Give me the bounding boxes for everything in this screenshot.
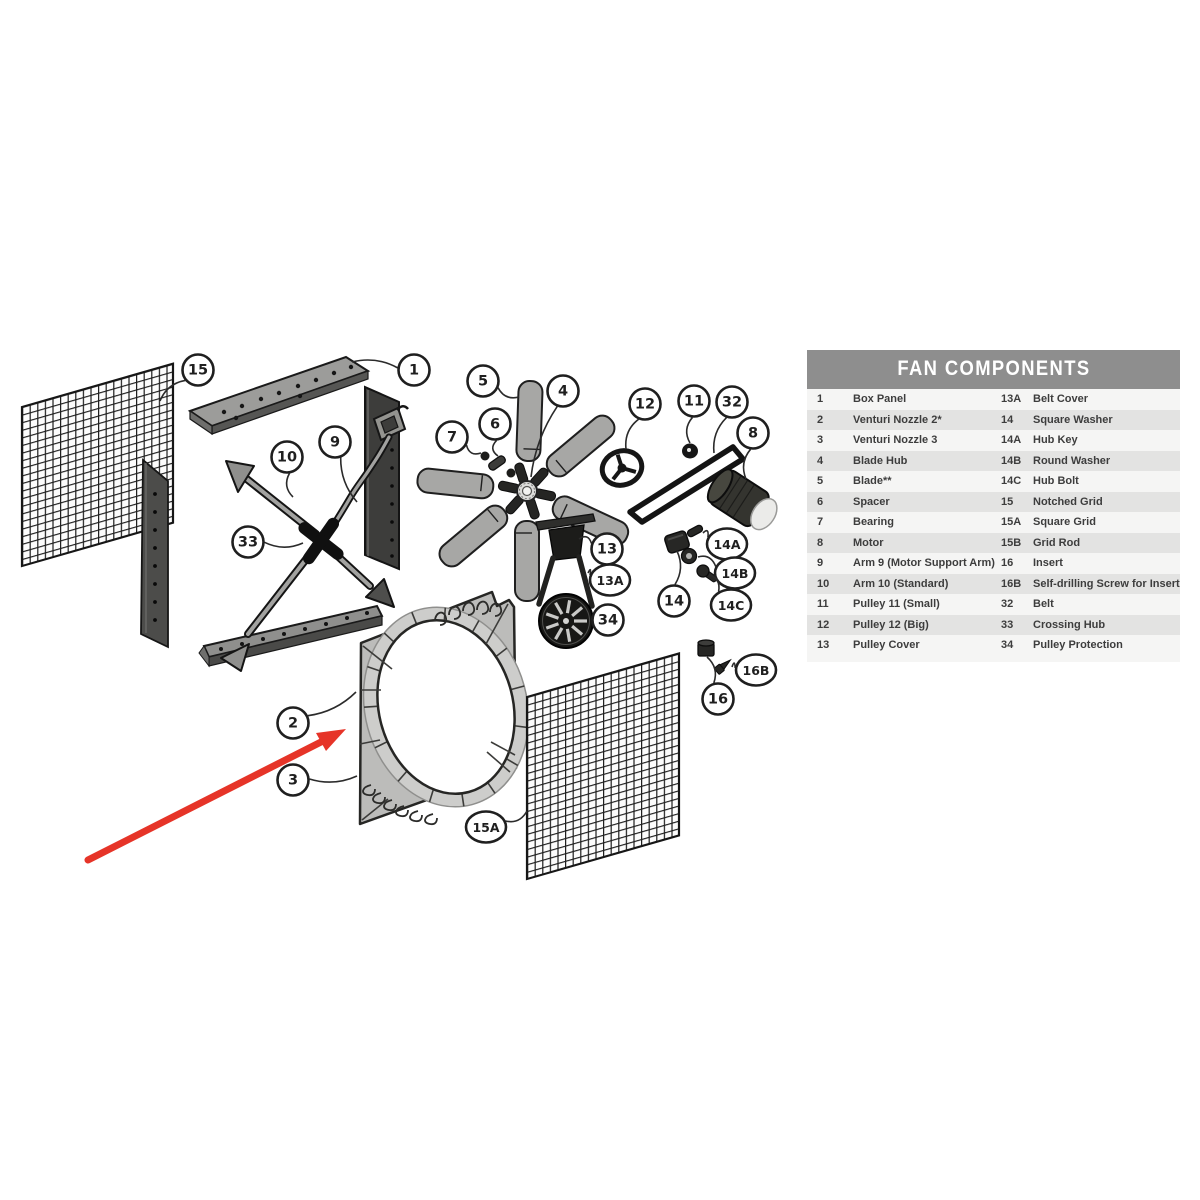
part-name: Hub Bolt — [1033, 475, 1079, 488]
callout-number: 13A — [596, 573, 624, 588]
part-number: 15A — [1001, 516, 1022, 529]
callout-7 — [437, 422, 482, 454]
table-row — [807, 451, 1180, 472]
part-number: 14B — [1001, 454, 1022, 467]
round-washer-14B — [682, 549, 697, 564]
table-title: FAN COMPONENTS — [896, 357, 1091, 381]
part-number: 32 — [1001, 598, 1014, 611]
callout-number: 14A — [713, 537, 741, 552]
box-panel-top-1 — [187, 357, 368, 434]
side-panel-left — [141, 460, 168, 647]
part-number: 2 — [817, 413, 824, 426]
table-row — [807, 492, 1180, 513]
callout-leader-line — [744, 449, 751, 479]
part-number: 5 — [817, 475, 824, 488]
callout-2 — [278, 692, 357, 739]
callout-leader-line — [308, 692, 356, 716]
callout-16B — [732, 655, 776, 686]
blade-hub-4 — [498, 462, 557, 520]
table-footer-strip — [807, 656, 1180, 662]
callout-11 — [679, 386, 710, 444]
table-body — [807, 389, 1180, 656]
callout-number: 14C — [717, 598, 745, 613]
callout-13A — [588, 565, 630, 596]
square-grid-15A — [527, 653, 679, 879]
part-name: Venturi Nozzle 2* — [853, 413, 942, 426]
callout-leader-line — [703, 531, 708, 537]
part-name: Grid Rod — [1033, 536, 1081, 549]
callout-10 — [272, 442, 303, 498]
table-row — [807, 533, 1180, 554]
part-name: Round Washer — [1033, 454, 1111, 467]
pulley-protection-34 — [539, 594, 593, 648]
callout-number: 12 — [634, 396, 656, 413]
callout-34 — [592, 605, 624, 636]
part-name: Square Grid — [1033, 516, 1096, 529]
spacer-6 — [487, 455, 506, 472]
callout-number: 16 — [707, 691, 729, 708]
part-name: Notched Grid — [1033, 495, 1103, 508]
callout-number: 33 — [237, 534, 259, 551]
callout-leader-line — [707, 657, 715, 683]
callout-15A — [466, 811, 527, 843]
callout-leader-line — [498, 388, 519, 398]
part-number: 1 — [817, 393, 824, 406]
pulley-12-big — [598, 446, 647, 491]
callout-leader-line — [626, 419, 639, 449]
table-row — [807, 635, 1180, 656]
callout-12 — [626, 389, 661, 450]
callout-leader-line — [732, 663, 735, 668]
part-name: Pulley Cover — [853, 639, 920, 652]
callout-leader-line — [466, 445, 481, 454]
table-row — [807, 512, 1180, 533]
part-name: Venturi Nozzle 3 — [853, 434, 938, 447]
venturi-rib — [364, 706, 377, 707]
part-name: Blade** — [853, 475, 892, 488]
callout-number: 13 — [596, 541, 618, 558]
part-name: Pulley 11 (Small) — [853, 598, 940, 611]
part-number: 9 — [817, 557, 824, 570]
callout-leader-line — [675, 551, 681, 585]
table-row — [807, 574, 1180, 595]
part-name: Square Washer — [1033, 413, 1113, 426]
table-row — [807, 389, 1180, 410]
part-number: 13 — [817, 639, 830, 652]
part-number: 15B — [1001, 536, 1022, 549]
part-number: 10 — [817, 577, 830, 590]
callout-leader-line — [287, 473, 293, 497]
part-number: 13A — [1001, 393, 1022, 406]
callout-13 — [579, 534, 623, 565]
part-number: 34 — [1001, 639, 1014, 652]
table-row — [807, 553, 1180, 574]
part-name: Spacer — [853, 495, 890, 508]
part-name: Crossing Hub — [1033, 618, 1106, 631]
part-name: Belt Cover — [1033, 393, 1089, 406]
part-name: Blade Hub — [853, 454, 908, 467]
callout-6 — [480, 409, 511, 457]
table-row — [807, 410, 1180, 431]
callout-number: 15A — [472, 820, 500, 835]
part-number: 16B — [1001, 577, 1022, 590]
red-arrow-annotation — [88, 729, 346, 860]
part-number: 14C — [1001, 475, 1022, 488]
part-number: 14 — [1001, 413, 1014, 426]
table-title-bar — [807, 350, 1180, 389]
part-number: 7 — [817, 516, 824, 529]
part-name: Insert — [1033, 557, 1063, 570]
part-name: Hub Key — [1033, 434, 1078, 447]
fan-components-table — [807, 350, 1180, 662]
part-number: 4 — [817, 454, 824, 467]
insert-16 — [698, 640, 714, 656]
table-row — [807, 615, 1180, 636]
box-panel-side-right — [365, 387, 408, 569]
part-number: 14A — [1001, 434, 1022, 447]
callout-number: 1 — [408, 362, 420, 379]
callout-14A — [703, 529, 747, 560]
callout-number: 8 — [747, 425, 759, 442]
callout-number: 16B — [742, 663, 770, 678]
part-number: 11 — [817, 598, 829, 611]
part-number: 16 — [1001, 557, 1014, 570]
callout-number: 6 — [489, 416, 501, 433]
callout-number: 32 — [721, 394, 743, 411]
callout-number: 2 — [287, 715, 299, 732]
callout-leader-line — [493, 440, 498, 456]
part-number: 6 — [817, 495, 824, 508]
part-name: Arm 9 (Motor Support Arm) — [853, 557, 995, 570]
part-number: 12 — [817, 618, 830, 631]
callout-leader-line — [264, 542, 303, 547]
hub-key-14A — [686, 524, 703, 538]
part-number: 33 — [1001, 618, 1014, 631]
part-name: Motor — [853, 536, 884, 549]
pulley-11-small — [682, 444, 698, 459]
callout-number: 9 — [329, 434, 341, 451]
callout-number: 3 — [287, 772, 299, 789]
callout-number: 14B — [721, 566, 749, 581]
callout-33 — [233, 527, 304, 558]
callout-number: 15 — [187, 362, 209, 379]
callout-number: 14 — [663, 593, 685, 610]
callout-8 — [738, 418, 769, 480]
table-row — [807, 594, 1180, 615]
part-name: Arm 10 (Standard) — [853, 577, 949, 590]
part-name: Belt — [1033, 598, 1054, 611]
callout-number: 7 — [446, 429, 458, 446]
part-number: 8 — [817, 536, 824, 549]
part-name: Self-drilling Screw for Insert — [1033, 577, 1180, 590]
callout-leader-line — [714, 418, 727, 453]
callout-number: 4 — [557, 383, 569, 400]
part-name: Pulley Protection — [1033, 639, 1123, 652]
part-name: Bearing — [853, 516, 894, 529]
callout-5 — [468, 366, 520, 398]
callout-number: 34 — [597, 612, 619, 629]
callout-leader-line — [309, 776, 357, 782]
part-name: Pulley 12 (Big) — [853, 618, 929, 631]
crossing-hub-33 — [296, 515, 346, 566]
callout-number: 11 — [683, 393, 705, 410]
callout-leader-line — [506, 811, 527, 822]
callout-leader-line — [687, 417, 693, 443]
callout-3 — [278, 765, 358, 796]
callout-number: 10 — [276, 449, 298, 466]
callout-number: 5 — [477, 373, 489, 390]
part-number: 3 — [817, 434, 824, 447]
table-row — [807, 430, 1180, 451]
part-number: 15 — [1001, 495, 1014, 508]
table-row — [807, 471, 1180, 492]
part-name: Box Panel — [853, 393, 907, 406]
self-drilling-screw-16B — [714, 657, 733, 675]
